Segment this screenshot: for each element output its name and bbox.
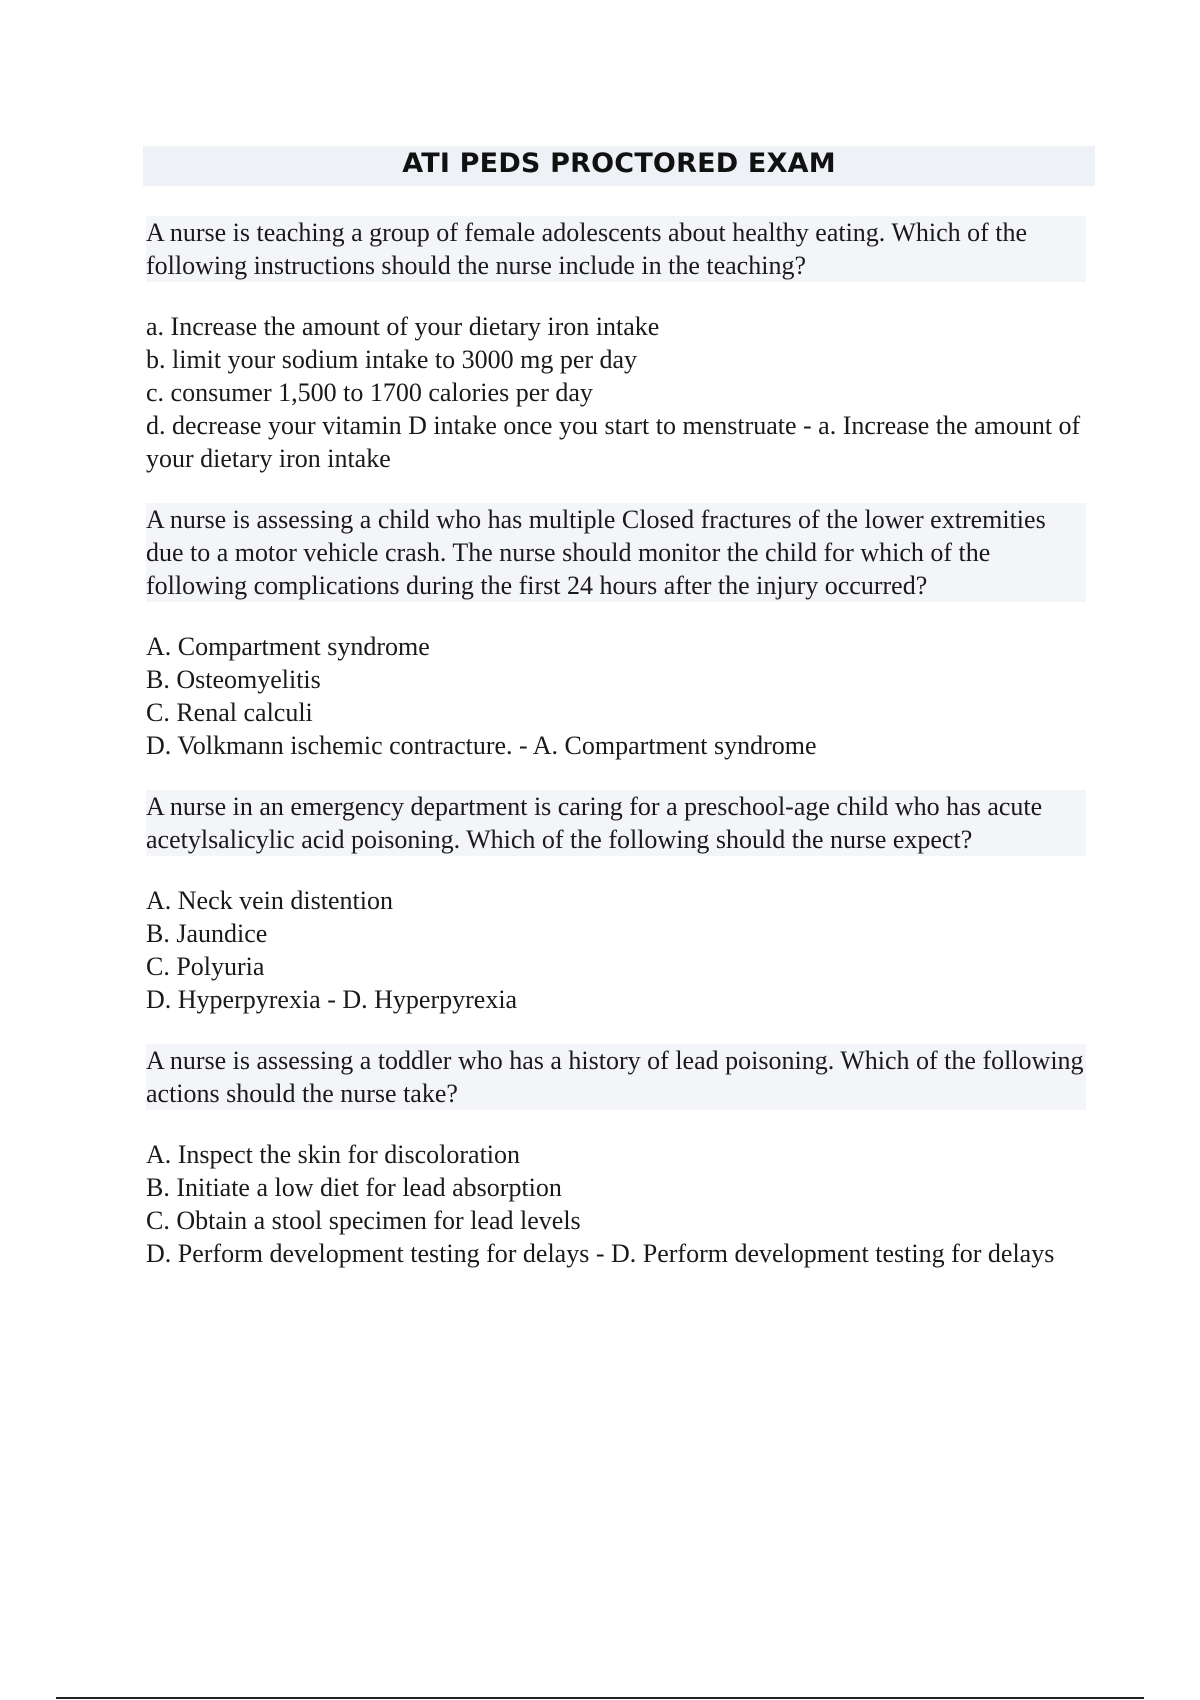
question-block (146, 216, 1086, 475)
question-block (146, 790, 1086, 1016)
question-text: A nurse is assessing a toddler who has a history of lead poisoning. Which of the following actions should the nurse take? (146, 1044, 1086, 1110)
page-title: ATI PEDS PROCTORED EXAM (402, 148, 836, 179)
option-item: C. Renal calculi (146, 698, 313, 727)
option-item-with-answer: D. Hyperpyrexia - D. Hyperpyrexia (146, 985, 518, 1014)
option-item: B. Osteomyelitis (146, 665, 321, 694)
question-list (146, 216, 1086, 1298)
option-item: a. Increase the amount of your dietary iron intake (146, 312, 660, 341)
option-item: C. Obtain a stool specimen for lead levels (146, 1206, 581, 1235)
option-item-with-answer: D. Perform development testing for delays - D. Perform development testing for delays (146, 1239, 1055, 1268)
option-item: A. Compartment syndrome (146, 632, 430, 661)
option-item: A. Inspect the skin for discoloration (146, 1140, 521, 1169)
question-block (146, 1044, 1086, 1270)
option-item: c. consumer 1,500 to 1700 calories per day (146, 378, 593, 407)
question-text: A nurse is teaching a group of female adolescents about healthy eating. Which of the following instructions should the nurse include in the teaching? (146, 216, 1086, 282)
option-item: b. limit your sodium intake to 3000 mg per day (146, 345, 638, 374)
question-text: A nurse in an emergency department is caring for a preschool-age child who has acute acetylsalicylic acid poisoning. Which of the following should the nurse expect? (146, 790, 1086, 856)
option-item: B. Jaundice (146, 919, 268, 948)
option-list (146, 310, 1086, 475)
footer-divider (56, 1697, 1144, 1699)
question-text: A nurse is assessing a child who has multiple Closed fractures of the lower extremities due to a motor vehicle crash. The nurse should monitor the child for which of the following complications during the first 24 hours after the injury occurred? (146, 503, 1086, 602)
option-item: C. Polyuria (146, 952, 265, 981)
question-block (146, 503, 1086, 762)
option-item: B. Initiate a low diet for lead absorption (146, 1173, 562, 1202)
option-list (146, 630, 1086, 762)
option-item-with-answer: D. Volkmann ischemic contracture. - A. Compartment syndrome (146, 731, 817, 760)
option-list (146, 884, 1086, 1016)
option-list (146, 1138, 1086, 1270)
option-item-with-answer: d. decrease your vitamin D intake once you start to menstruate - a. Increase the amount of your dietary iron intake (146, 411, 1081, 473)
option-item: A. Neck vein distention (146, 886, 393, 915)
